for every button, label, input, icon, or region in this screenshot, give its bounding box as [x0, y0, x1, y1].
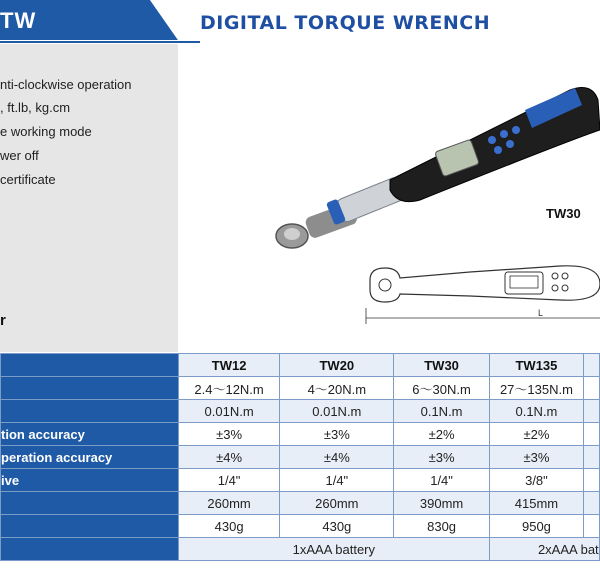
table-cell: 4～20N.m — [280, 377, 394, 400]
table-cell: 0.01N.m — [178, 400, 280, 423]
table-cell: 260mm — [280, 492, 394, 515]
wrench-line-drawing — [360, 258, 600, 330]
table-corner — [1, 354, 179, 377]
feature-footer: r — [0, 312, 6, 329]
button-dot — [506, 140, 514, 148]
table-cell: ±4% — [280, 446, 394, 469]
row-label — [1, 492, 179, 515]
table-row — [1, 423, 600, 446]
table-cell: ±2% — [489, 423, 583, 446]
table-cell: ±2% — [394, 423, 490, 446]
table-cell: 6～30N.m — [394, 377, 490, 400]
table-cell: 1/4" — [178, 469, 280, 492]
column-header-overflow — [583, 354, 599, 377]
table-cell: ±3% — [280, 423, 394, 446]
button-dot — [500, 130, 508, 138]
row-label — [1, 538, 179, 561]
table-cell: 0.1N.m — [489, 400, 583, 423]
spec-table — [0, 353, 600, 561]
feature-item: nti-clockwise operation — [0, 77, 132, 92]
table-cell: 415mm — [489, 492, 583, 515]
feature-item: wer off — [0, 148, 39, 163]
table-cell: 1/4" — [394, 469, 490, 492]
table-cell: 1/4" — [280, 469, 394, 492]
table-cell: 2.4～12N.m — [178, 377, 280, 400]
table-cell: 27～135N.m — [489, 377, 583, 400]
table-cell: 430g — [280, 515, 394, 538]
table-cell: 430g — [178, 515, 280, 538]
table-cell: ±3% — [178, 423, 280, 446]
column-header: TW12 — [178, 354, 280, 377]
feature-item: certificate — [0, 172, 56, 187]
button-dot — [494, 146, 502, 154]
battery-cell: 2xAAA bat — [489, 538, 599, 561]
dimension-label: L — [538, 308, 544, 318]
column-header: TW30 — [394, 354, 490, 377]
row-label: ive — [1, 469, 179, 492]
wrench-photo — [270, 70, 600, 260]
table-cell: 0.01N.m — [280, 400, 394, 423]
table-row-battery — [1, 538, 600, 561]
column-header: TW135 — [489, 354, 583, 377]
table-cell: ±3% — [489, 446, 583, 469]
table-row — [1, 515, 600, 538]
button-dot — [512, 126, 520, 134]
row-label: peration accuracy — [1, 446, 179, 469]
model-label: TW30 — [546, 206, 581, 221]
table-row — [1, 469, 600, 492]
table-cell: 830g — [394, 515, 490, 538]
table-cell: ±3% — [394, 446, 490, 469]
table-row — [1, 492, 600, 515]
table-cell: 390mm — [394, 492, 490, 515]
table-row — [1, 400, 600, 423]
table-cell: 260mm — [178, 492, 280, 515]
feature-item: , ft.lb, kg.cm — [0, 100, 71, 115]
battery-cell: 1xAAA battery — [178, 538, 489, 561]
page-title: DIGITAL TORQUE WRENCH — [200, 12, 491, 34]
row-label — [1, 377, 179, 400]
row-label: tion accuracy — [1, 423, 179, 446]
column-header: TW20 — [280, 354, 394, 377]
table-cell: 950g — [489, 515, 583, 538]
button-dot — [488, 136, 496, 144]
table-row — [1, 377, 600, 400]
feature-item: e working mode — [0, 124, 92, 139]
product-code: TW — [0, 8, 37, 33]
table-cell: ±4% — [178, 446, 280, 469]
table-cell: 0.1N.m — [394, 400, 490, 423]
table-cell: 3/8" — [489, 469, 583, 492]
row-label — [1, 400, 179, 423]
row-label — [1, 515, 179, 538]
table-row — [1, 446, 600, 469]
